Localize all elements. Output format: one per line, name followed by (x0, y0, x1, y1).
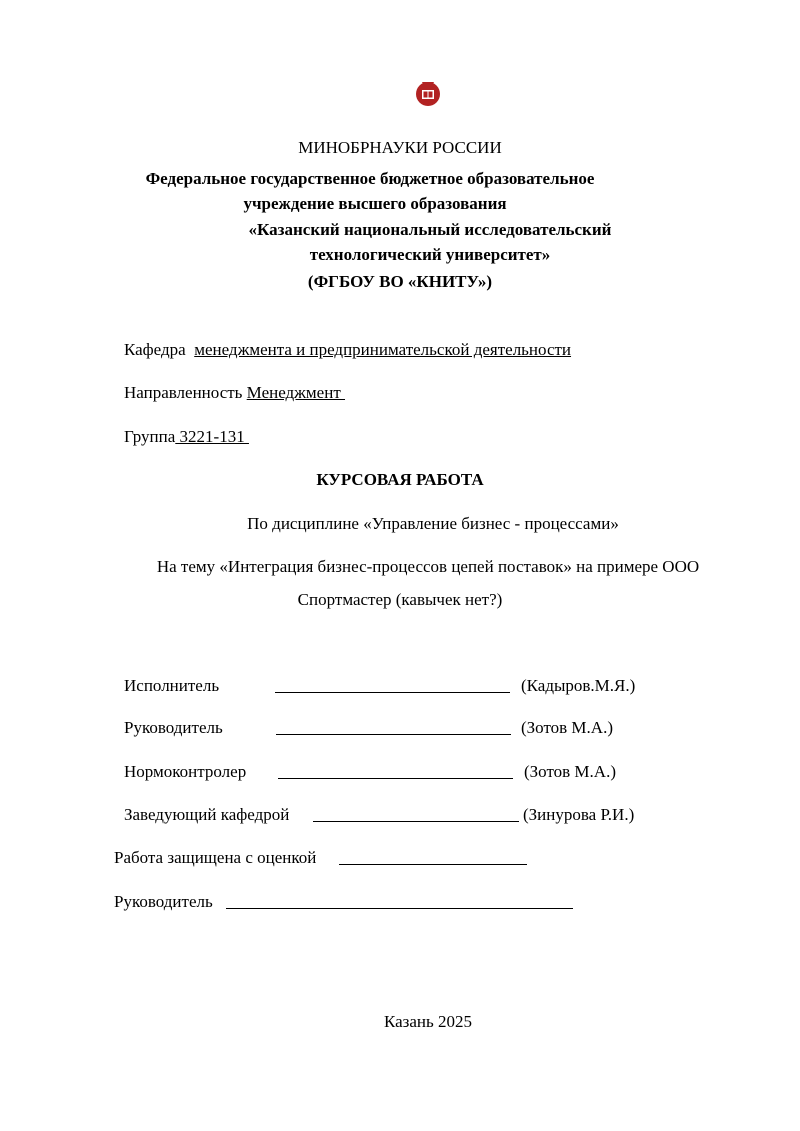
final-supervisor-line (226, 894, 573, 909)
ministry-name: МИНОБРНАУКИ РОССИИ (298, 138, 502, 157)
direction-line (124, 383, 345, 403)
work-type-title: КУРСОВАЯ РАБОТА (316, 470, 484, 489)
supervisor-label: Руководитель (124, 718, 223, 737)
group-line (124, 427, 249, 447)
head-label: Заведующий кафедрой (124, 805, 290, 824)
group-label: Группа (124, 427, 176, 446)
department-line (124, 340, 571, 360)
head-signature-line (313, 807, 519, 822)
topic-line-2: Спортмастер (кавычек нет?) (297, 590, 503, 609)
normcontrol-signature-line (278, 764, 513, 779)
university-logo-icon (413, 78, 443, 108)
direction-value: Менеджмент (246, 383, 346, 402)
university-abbr: (ФГБОУ ВО «КНИТУ») (307, 272, 493, 291)
executor-signature-line (275, 678, 510, 693)
topic-line-1: На тему «Интеграция бизнес-процессов цепей поставок» на примере ООО (156, 557, 700, 576)
supervisor-signature-line (276, 720, 511, 735)
executor-label: Исполнитель (124, 676, 220, 695)
university-line-2: технологический университет» (309, 245, 551, 264)
group-value: 3221-131 (175, 427, 249, 446)
discipline-line: По дисциплине «Управление бизнес - процессами» (247, 514, 619, 533)
supervisor-name: (Зотов М.А.) (521, 718, 613, 737)
department-value: менеджмента и предпринимательской деятельности (194, 340, 572, 359)
final-supervisor-label: Руководитель (114, 892, 213, 911)
direction-label: Направленность (124, 383, 243, 402)
head-name: (Зинурова Р.И.) (523, 805, 635, 824)
department-label: Кафедра (124, 340, 186, 359)
executor-name: (Кадыров.М.Я.) (521, 676, 636, 695)
normcontrol-name: (Зотов М.А.) (524, 762, 616, 781)
city-year: Казань 2025 (383, 1012, 473, 1031)
org-line-2: учреждение высшего образования (243, 194, 507, 213)
org-line-1: Федеральное государственное бюджетное образовательное (145, 169, 595, 188)
grade-label: Работа защищена с оценкой (114, 848, 317, 867)
university-line-1: «Казанский национальный исследовательский (248, 220, 612, 239)
normcontrol-label: Нормоконтролер (124, 762, 247, 781)
grade-line (339, 850, 527, 865)
